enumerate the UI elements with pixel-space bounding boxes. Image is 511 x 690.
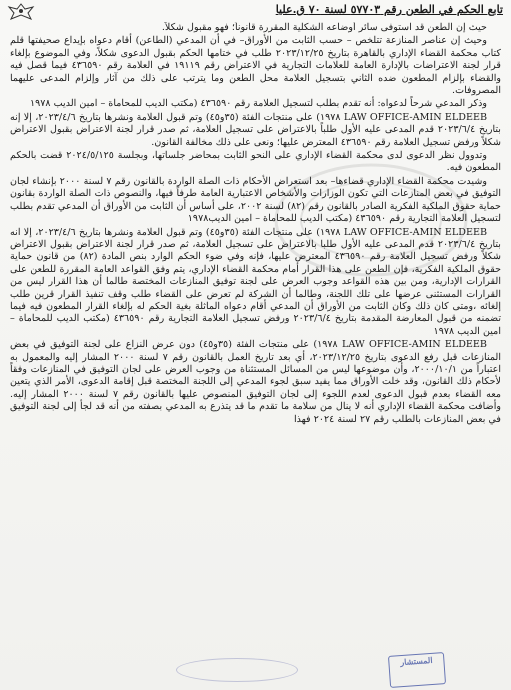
judgment-body bbox=[10, 22, 501, 684]
paragraph-trademark-application: LAW OFFICE-AMIN ELDEEB ١٩٧٨) على منتجات الفئة (٣٥و٤٥) وتم قبول العلامة ونشرها بتاريخ ٢٠٢٣/٤/٦، إلا إنه بتاريخ ٢٠٢٣/٦/٤ قدم المدعى عليه الأول طلباً بالاعتراض على تسجيل العلامة، ثم صدر قرار لجنة الاعتراض بقبول الاعتراض شكلاً ورفض تسجيل العلامة رقم ٤٣٦٥٩٠ المعترض عليها؛ ونعى على ذلك مخالفة القانون. bbox=[10, 111, 501, 148]
paragraph-objection-decision: LAW OFFICE-AMIN ELDEEB ١٩٧٨) على منتجات الفئة (٣٥و٤٥) وتم قبول العلامة ونشرها بتاريخ ٢٠٢٣/٤/٦، إلا انه بتاريخ ٢٠٢٣/٦/٤ قدم المدعى عليه الأول طلبا بالاعتراض على تسجيل العلامة، ثم صدر قرار لجنة الاعتراض بقبول الاعتراض شكلاً ورفض تسجيل العلامة رقم ٤٣٦٥٩٠ المعترض عليها، فإنه وفي ضوء الحكم الوارد بنص المادة (٨٢) من قانون حماية حقوق الملكية الفكرية، فإن الطعن على هذا القرار أمام محكمة القضاء الإداري، يتم وفق القواعد العامة المقررة للطعن على القرارات الإدارية، ومن بين هذه القواعد وجوب العرض على لجنة توفيق المنازعات المختصة طالما أن هذا القرار ليس من القرارات المستثنى عرضها على تلك اللجنة، وطالما أن الشركة لم تعرض على القضاء طلب وقف تنفيذ القرار قرين طلب إلغائه ،ومتى كان ذلك وكان الثابت من الأوراق أن المدعي أقام دعواه الماثلة بغية الحكم له بإلغاء القرار المطعون فيه فيما تضمنه من قبول المعارضة المقدمة بتاريخ ٢٠٢٣/٦/٤ ورفض تسجيل العلامة التجارية رقم ٤٣٦٥٩٠ (مكتب الديب للمحاماة – امين الديب ١٩٧٨ bbox=[10, 226, 501, 337]
paragraph-conciliation-committee: LAW OFFICE-AMIN ELDEEB ١٩٧٨) على منتجات الفئة (٣٥و٤٥) دون عرض النزاع على لجنة التوفيق في بعض المنازعات قبل رفع الدعوى بتاريخ ٢٠٢٣/١٢/٢٥، أي بعد تاريخ العمل بالقانون رقم ٧ لسنة ٢٠٠٠ المشار إليه والمعمول به اعتباراً من ٢٠٠٠/١٠/١، وأن موضوعها ليس من المسائل المستثناة من وجوب العرض على لجان التوفيق في المنازعات وفقاً لأحكام ذلك القانون، وقد خلت الأوراق مما يفيد سبق لجوء المدعي إلى اللجنة المختصة قبل إقامة الدعوى، الأمر الذي يتعين معه القضاء بعدم قبول الدعوى لعدم اللجوء إلى لجان التوفيق المنصوص عليها بالقانون رقم ٧ لسنة ٢٠٠٠ المشار إليه. وأضافت محكمة القضاء الإداري أنه لا ينال من سلامة ما تقدم ما قد يتذرع به المدعي بصفته من أنه قد لجأ إلى لجنة التوفيق في بعض المنازعات بالطلب رقم ٢٧ لسنة ٢٠٢٤ فهذا bbox=[10, 339, 501, 425]
paragraph-proceedings: وتدوول نظر الدعوى لدى محكمة القضاء الإداري على النحو الثابت بمحاضر جلساتها، وبجلسة ٢٠٢٤/٥/١٢٥ قضت بالحكم المطعون فيه. bbox=[10, 150, 501, 174]
stamp-label: المستشار bbox=[399, 654, 433, 668]
eagle-emblem-icon bbox=[6, 2, 36, 22]
signature-stamp bbox=[388, 652, 446, 688]
round-seal-stamp bbox=[176, 658, 298, 682]
paragraph-admissibility: حيث إن الطعن قد استوفى سائر أوضاعه الشكلية المقررة قانوناً؛ فهو مقبول شكلاً. bbox=[161, 22, 487, 33]
paragraph-case-facts: وحيث إن عناصر المنازعة تتلخص – حسب الثابت من الأوراق– في أن المدعي (الطاعن) أقام دعواه بإيداع صحيفتها قلم كتاب محكمة القضاء الإداري بالقاهرة بتاريخ ٢٠٢٣/١٢/٢٥ طلب في ختامها الحكم بقبول الدعوى شكلاً، وفي الموضوع بإلغاء قرار لجنة الاعتراضات بالإدارة العامة للعلامات التجارية في الاعتراض رقم ١٩١١٩ في العلامة رقم ٤٣٦٥٩٠ فيما قصل فيه والقضاء بإلزام المطعون ضده الثاني بتسجيل العلامة محل الطعن وما يترتب على ذلك من آثار وإلزام المدعى عليهما المصروفات. bbox=[10, 35, 501, 97]
paragraph-court-reasoning: وشيدت محكمة القضاء الإداري قضاءها– بعد استعراض الأحكام ذات الصلة الواردة بالقانون رقم ٧ لسنة ٢٠٠٠ بإنشاء لجان التوفيق في بعض المنازعات التي تكون الوزارات والأشخاص الاعتبارية العامة طرفاً فيها، والنصوص ذات الصلة الواردة بقانون حماية حقوق الملكية الفكرية الصادر بالقانون رقم (٨٢) لسنة ٢٠٠٢، على أساس أن الثابت من الأوراق أن المدعي تقدم بطلب لتسجيل العلامة التجارية رقم ٤٣٦٥٩٠ (مكتب الديب للمحاماة – امين الديب١٩٧٨ bbox=[10, 175, 501, 225]
case-reference-header: تابع الحكم في الطعن رقم ٥٧٧٠٣ لسنة ٧٠ ق.عليا bbox=[275, 3, 503, 16]
paragraph-plaintiff-claim: وذكر المدعي شرحاً لدعواه: أنه تقدم بطلب لتسجيل العلامة رقم ٤٣٦٥٩٠ (مكتب الديب للمحاماة – امين الديب ١٩٧٨ bbox=[29, 98, 487, 110]
